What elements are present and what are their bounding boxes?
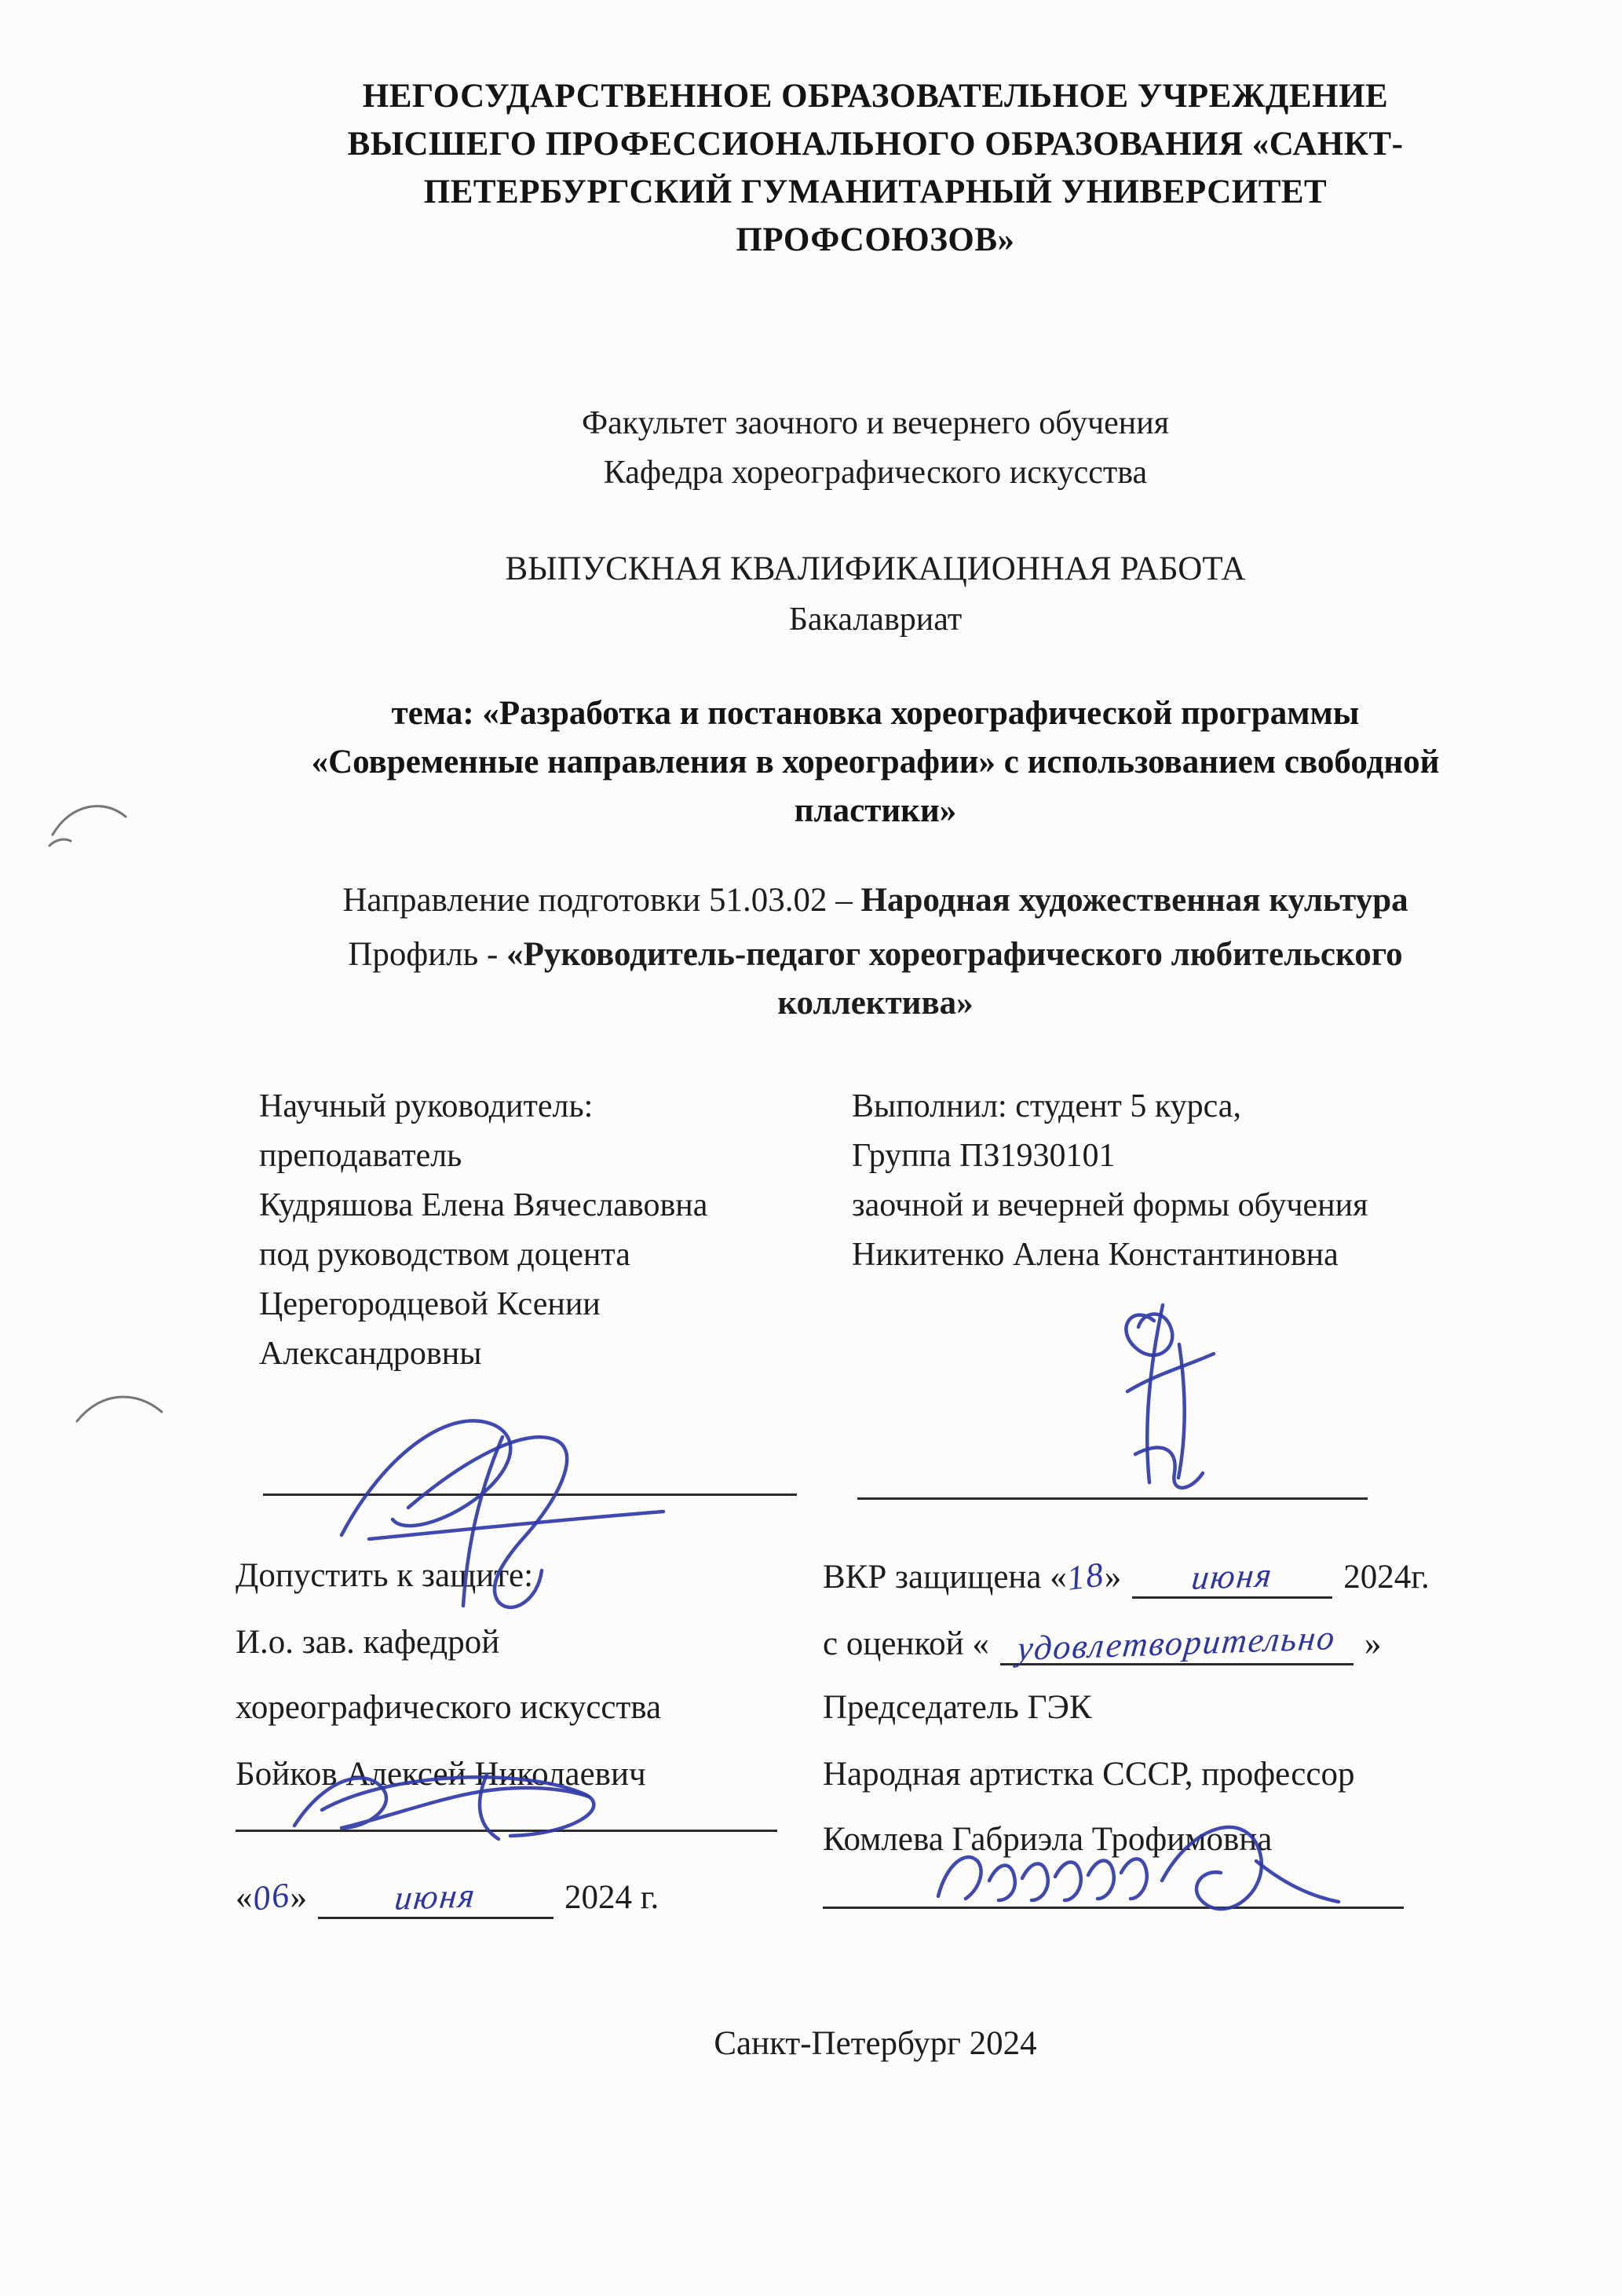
signature-chair-ink [911,1806,1382,1940]
direction-prefix: Направление подготовки 51.03.02 – [342,882,861,919]
direction-line [287,881,1464,919]
approval-day-handwritten: 06 [250,1875,293,1918]
institution-line: НЕГОСУДАРСТВЕННОЕ ОБРАЗОВАТЕЛЬНОЕ УЧРЕЖДЕНИЕ [362,78,1389,115]
defense-month-blank [1132,1556,1332,1599]
supervisor-line: преподаватель [259,1138,462,1174]
quote-close: » [290,1879,307,1916]
institution-line: ВЫСШЕГО ПРОФЕССИОНАЛЬНОГО ОБРАЗОВАНИЯ «САНКТ- [347,126,1404,163]
theme-line [287,689,1464,738]
chair-line: Народная артистка СССР, профессор [823,1756,1355,1793]
approval-line: Допустить к защите: [236,1557,534,1594]
defense-label: ВКР защищена [823,1559,1050,1596]
profile-value-part: «Руководитель-педагог хореографического любительского [506,936,1403,973]
signature-department-head-ink [275,1751,636,1869]
defense-day-handwritten: 18 [1064,1555,1107,1598]
quote-close: » [1104,1559,1122,1596]
work-type-block [287,543,1464,645]
institution-line: ПЕТЕРБУРГСКИЙ ГУМАНИТАРНЫЙ УНИВЕРСИТЕТ [423,174,1328,210]
grade-blank [1000,1618,1353,1669]
approval-month-handwritten: июня [393,1876,479,1918]
credits-columns [259,1082,1539,1379]
supervisor-line: Кудряшова Елена Вячеславовна [259,1187,708,1223]
chair-line: Комлева Габриэла Трофимовна [823,1821,1273,1858]
theme-title-part: «Разработка и постановка хореографической программы [482,695,1360,732]
city-year: Санкт-Петербург 2024 [714,2025,1037,2062]
theme-line: «Современные направления в хореографии» с использованием свободной [311,744,1440,781]
approval-line: И.о. зав. кафедрой [236,1624,500,1661]
work-type-title: ВЫПУСКНАЯ КВАЛИФИКАЦИОННАЯ РАБОТА [505,550,1246,587]
direction-value: Народная художественная культура [860,882,1408,919]
defense-date-row [823,1556,1430,1599]
theme-line: пластики» [794,792,957,829]
defense-grade-row [823,1618,1382,1669]
defense-month-handwritten: июня [1189,1556,1275,1597]
approval-date-row [236,1877,659,1919]
institution-line: ПРОФСОЮЗОВ» [736,221,1015,258]
defense-year: 2024г. [1343,1559,1430,1596]
quote-open: « [972,1625,989,1662]
quote-open: « [1050,1559,1067,1596]
pen-mark-arc-lower [69,1382,171,1437]
grade-label: с оценкой [823,1625,973,1662]
institution-title [287,72,1464,264]
approval-year: 2024 г. [564,1879,659,1916]
profile-line: коллектива» [777,985,974,1022]
supervisor-line: под руководством доцента [259,1237,630,1273]
quote-close: » [1364,1625,1382,1662]
quote-open: « [236,1879,253,1916]
supervisor-line: Научный руководитель: [259,1088,594,1124]
theme-prefix: тема: [391,695,483,732]
approval-line: хореографического искусства [236,1689,662,1726]
profile-block [287,930,1464,1028]
theme-paragraph [287,689,1464,835]
student-line: заочной и вечерней формы обучения [852,1187,1368,1223]
signature-student-ink [1060,1272,1248,1515]
pen-mark-arc-upper [43,789,137,852]
supervisor-line: Церегородцевой Ксении [259,1286,601,1322]
faculty-department-block [287,399,1464,498]
department-line: Кафедра хореографического искусства [603,455,1148,491]
chair-line: Председатель ГЭК [823,1689,1092,1726]
student-line: Выполнил: студент 5 курса, [852,1088,1241,1124]
approval-line: Бойков Алексей Николаевич [236,1756,646,1793]
faculty-line: Факультет заочного и вечернего обучения [581,405,1170,441]
work-degree: Бакалавриат [788,601,963,638]
student-line: Группа ПЗ1930101 [852,1138,1116,1174]
profile-prefix: Профиль - [348,936,507,973]
signature-supervisor-ink [267,1351,707,1618]
profile-line [287,930,1464,979]
supervisor-line: Александровны [259,1336,482,1372]
supervisor-block [259,1082,852,1379]
student-line: Никитенко Алена Константиновна [852,1237,1339,1273]
approval-month-blank [318,1877,553,1919]
grade-handwritten: удовлетворительно [1015,1618,1339,1669]
